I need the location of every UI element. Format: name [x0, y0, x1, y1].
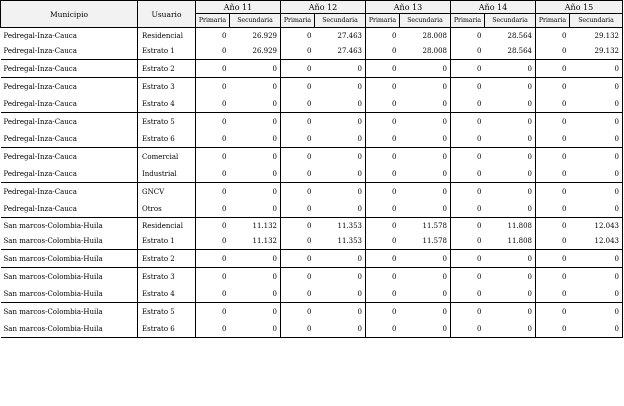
header-primaria: Primaria	[366, 14, 400, 28]
cell-secundaria: 0	[230, 320, 281, 338]
cell-secundaria: 0	[230, 113, 281, 131]
cell-primaria: 0	[307, 272, 312, 281]
cell-municipio: Pedregal-Inza-Cauca	[1, 78, 138, 96]
header-secundaria: Secundaria	[570, 14, 623, 28]
cell-primaria: 0	[536, 60, 570, 78]
cell-municipio: Pedregal-Inza-Cauca	[1, 165, 138, 183]
table-row	[1, 320, 623, 338]
cell-primaria: 0	[366, 285, 400, 303]
cell-primaria: 0	[307, 82, 312, 91]
cell-primaria: 0	[196, 95, 230, 113]
header-secundaria: Secundaria	[400, 14, 451, 28]
header-secundaria: Secundaria	[315, 14, 366, 28]
cell-primaria: 0	[451, 200, 485, 218]
cell-usuario: Residencial	[138, 28, 196, 44]
cell-secundaria: 0	[230, 303, 281, 321]
cell-usuario: Estrato 5	[138, 113, 196, 131]
cell-primaria: 0	[562, 117, 567, 126]
cell-secundaria: 0	[315, 130, 366, 148]
cell-usuario: Estrato 2	[138, 250, 196, 268]
cell-primaria: 0	[281, 320, 315, 338]
cell-primaria: 0	[366, 130, 400, 148]
cell-secundaria: 0	[570, 60, 623, 78]
cell-primaria: 0	[392, 307, 397, 316]
cell-secundaria: 0	[570, 250, 623, 268]
cell-primaria: 0	[562, 307, 567, 316]
table-row	[1, 285, 623, 303]
cell-secundaria: 0	[400, 303, 451, 321]
cell-primaria: 0	[281, 60, 315, 78]
cell-primaria: 0	[477, 117, 482, 126]
table-row	[1, 200, 623, 218]
cell-secundaria: 27.463	[315, 28, 366, 44]
cell-usuario: Estrato 4	[138, 95, 196, 113]
cell-primaria: 0	[366, 200, 400, 218]
cell-primaria: 0	[536, 285, 570, 303]
cell-primaria: 0	[196, 43, 230, 60]
cell-secundaria: 0	[315, 183, 366, 201]
cell-secundaria: 0	[230, 95, 281, 113]
cell-primaria: 0	[392, 82, 397, 91]
cell-secundaria: 0	[570, 113, 623, 131]
cell-primaria: 0	[536, 130, 570, 148]
cell-usuario: Estrato 1	[138, 43, 196, 60]
header-primaria: Primaria	[281, 14, 315, 28]
table-row	[1, 218, 623, 234]
table-row	[1, 250, 623, 268]
cell-primaria: 0	[281, 43, 315, 60]
cell-secundaria: 0	[315, 78, 366, 96]
cell-usuario: Estrato 6	[138, 320, 196, 338]
cell-primaria: 0	[307, 307, 312, 316]
cell-primaria: 0	[562, 31, 567, 40]
cell-primaria: 0	[562, 221, 567, 230]
cell-usuario: Estrato 2	[138, 60, 196, 78]
cell-primaria: 0	[307, 117, 312, 126]
cell-municipio: San marcos-Colombia-Huila	[1, 303, 138, 321]
cell-primaria: 0	[222, 187, 227, 196]
cell-secundaria: 0	[485, 130, 536, 148]
cell-secundaria: 26.929	[230, 43, 281, 60]
cell-primaria: 0	[196, 60, 230, 78]
cell-primaria: 0	[366, 95, 400, 113]
cell-secundaria: 0	[485, 78, 536, 96]
cell-secundaria: 0	[485, 95, 536, 113]
cell-usuario: Estrato 6	[138, 130, 196, 148]
cell-secundaria: 0	[400, 165, 451, 183]
header-secundaria: Secundaria	[485, 14, 536, 28]
cell-primaria: 0	[307, 221, 312, 230]
cell-primaria: 0	[196, 130, 230, 148]
cell-primaria: 0	[222, 152, 227, 161]
cell-secundaria: 0	[570, 165, 623, 183]
cell-primaria: 0	[392, 187, 397, 196]
cell-secundaria: 0	[230, 250, 281, 268]
cell-municipio: San marcos-Colombia-Huila	[1, 218, 138, 234]
cell-primaria: 0	[477, 187, 482, 196]
cell-secundaria: 0	[570, 268, 623, 286]
cell-secundaria: 29.132	[570, 43, 623, 60]
cell-primaria: 0	[307, 31, 312, 40]
cell-usuario: GNCV	[138, 183, 196, 201]
cell-primaria: 0	[196, 233, 230, 250]
cell-secundaria: 12.043	[570, 218, 623, 234]
cell-secundaria: 0	[230, 285, 281, 303]
cell-primaria: 0	[562, 187, 567, 196]
cell-secundaria: 11.808	[485, 218, 536, 234]
cell-primaria: 0	[366, 43, 400, 60]
cell-secundaria: 0	[570, 130, 623, 148]
cell-secundaria: 0	[400, 148, 451, 166]
cell-primaria: 0	[451, 250, 485, 268]
cell-primaria: 0	[451, 165, 485, 183]
table-row	[1, 268, 623, 286]
cell-secundaria: 0	[400, 268, 451, 286]
table-row	[1, 148, 623, 166]
cell-primaria: 0	[281, 130, 315, 148]
cell-primaria: 0	[281, 233, 315, 250]
cell-municipio: San marcos-Colombia-Huila	[1, 250, 138, 268]
table-row	[1, 28, 623, 44]
cell-secundaria: 0	[570, 285, 623, 303]
header-year-12: Año 12	[281, 1, 366, 14]
cell-secundaria: 0	[315, 320, 366, 338]
cell-secundaria: 0	[485, 320, 536, 338]
table-row	[1, 60, 623, 78]
cell-primaria: 0	[477, 82, 482, 91]
cell-primaria: 0	[536, 165, 570, 183]
cell-primaria: 0	[392, 117, 397, 126]
cell-secundaria: 29.132	[570, 28, 623, 44]
cell-primaria: 0	[281, 285, 315, 303]
cell-secundaria: 0	[485, 148, 536, 166]
cell-secundaria: 27.463	[315, 43, 366, 60]
cell-primaria: 0	[451, 320, 485, 338]
header-year-14: Año 14	[451, 1, 536, 14]
table-row	[1, 303, 623, 321]
cell-secundaria: 0	[400, 130, 451, 148]
table-row	[1, 233, 623, 250]
cell-primaria: 0	[536, 233, 570, 250]
cell-secundaria: 12.043	[570, 233, 623, 250]
cell-usuario: Industrial	[138, 165, 196, 183]
cell-secundaria: 11.808	[485, 233, 536, 250]
cell-secundaria: 11.132	[230, 218, 281, 234]
cell-primaria: 0	[281, 95, 315, 113]
cell-secundaria: 0	[570, 183, 623, 201]
cell-primaria: 0	[392, 272, 397, 281]
cell-primaria: 0	[281, 200, 315, 218]
cell-primaria: 0	[451, 60, 485, 78]
cell-primaria: 0	[536, 43, 570, 60]
cell-primaria: 0	[281, 250, 315, 268]
cell-secundaria: 0	[485, 200, 536, 218]
cell-secundaria: 26.929	[230, 28, 281, 44]
cell-primaria: 0	[366, 165, 400, 183]
cell-municipio: Pedregal-Inza-Cauca	[1, 60, 138, 78]
header-primaria: Primaria	[451, 14, 485, 28]
cell-primaria: 0	[222, 272, 227, 281]
cell-primaria: 0	[281, 165, 315, 183]
cell-secundaria: 0	[230, 60, 281, 78]
cell-secundaria: 0	[315, 250, 366, 268]
cell-secundaria: 11.353	[315, 233, 366, 250]
header-primaria: Primaria	[196, 14, 230, 28]
cell-primaria: 0	[477, 31, 482, 40]
cell-secundaria: 28.564	[485, 28, 536, 44]
cell-secundaria: 0	[485, 113, 536, 131]
cell-municipio: Pedregal-Inza-Cauca	[1, 28, 138, 44]
cell-secundaria: 0	[400, 78, 451, 96]
cell-primaria: 0	[562, 152, 567, 161]
cell-secundaria: 0	[485, 303, 536, 321]
cell-municipio: Pedregal-Inza-Cauca	[1, 130, 138, 148]
cell-municipio: Pedregal-Inza-Cauca	[1, 43, 138, 60]
cell-usuario: Estrato 3	[138, 78, 196, 96]
table-row	[1, 78, 623, 96]
cell-primaria: 0	[222, 307, 227, 316]
cell-municipio: Pedregal-Inza-Cauca	[1, 95, 138, 113]
cell-usuario: Estrato 1	[138, 233, 196, 250]
cell-primaria: 0	[196, 320, 230, 338]
cell-municipio: San marcos-Colombia-Huila	[1, 268, 138, 286]
cell-primaria: 0	[536, 95, 570, 113]
cell-secundaria: 0	[400, 285, 451, 303]
cell-primaria: 0	[451, 285, 485, 303]
cell-secundaria: 0	[570, 320, 623, 338]
header-usuario: Usuario	[138, 1, 196, 28]
cell-secundaria: 0	[230, 130, 281, 148]
header-primaria: Primaria	[536, 14, 570, 28]
cell-primaria: 0	[451, 130, 485, 148]
table-row	[1, 95, 623, 113]
cell-secundaria: 0	[400, 95, 451, 113]
cell-primaria: 0	[366, 250, 400, 268]
cell-secundaria: 0	[315, 95, 366, 113]
cell-municipio: San marcos-Colombia-Huila	[1, 320, 138, 338]
header-year-15: Año 15	[536, 1, 623, 14]
cell-municipio: San marcos-Colombia-Huila	[1, 233, 138, 250]
cell-primaria: 0	[477, 152, 482, 161]
cell-municipio: San marcos-Colombia-Huila	[1, 285, 138, 303]
cell-primaria: 0	[536, 250, 570, 268]
cell-secundaria: 0	[485, 60, 536, 78]
cell-primaria: 0	[366, 60, 400, 78]
cell-usuario: Estrato 3	[138, 268, 196, 286]
cell-usuario: Comercial	[138, 148, 196, 166]
cell-primaria: 0	[451, 233, 485, 250]
cell-primaria: 0	[196, 165, 230, 183]
cell-municipio: Pedregal-Inza-Cauca	[1, 200, 138, 218]
cell-primaria: 0	[451, 43, 485, 60]
cell-secundaria: 0	[400, 113, 451, 131]
cell-primaria: 0	[196, 250, 230, 268]
cell-municipio: Pedregal-Inza-Cauca	[1, 148, 138, 166]
cell-secundaria: 0	[485, 285, 536, 303]
cell-municipio: Pedregal-Inza-Cauca	[1, 113, 138, 131]
cell-secundaria: 0	[485, 250, 536, 268]
cell-secundaria: 28.008	[400, 43, 451, 60]
cell-primaria: 0	[562, 272, 567, 281]
cell-primaria: 0	[307, 152, 312, 161]
cell-primaria: 0	[477, 307, 482, 316]
cell-secundaria: 0	[315, 113, 366, 131]
cell-primaria: 0	[196, 285, 230, 303]
cell-usuario: Estrato 4	[138, 285, 196, 303]
cell-secundaria: 0	[230, 165, 281, 183]
cell-secundaria: 0	[570, 95, 623, 113]
cell-primaria: 0	[477, 272, 482, 281]
cell-secundaria: 0	[230, 148, 281, 166]
cell-secundaria: 28.564	[485, 43, 536, 60]
cell-primaria: 0	[562, 82, 567, 91]
cell-secundaria: 0	[485, 183, 536, 201]
cell-secundaria: 0	[400, 60, 451, 78]
cell-primaria: 0	[366, 320, 400, 338]
cell-secundaria: 0	[315, 60, 366, 78]
table-row	[1, 43, 623, 60]
cell-municipio: Pedregal-Inza-Cauca	[1, 183, 138, 201]
table-row	[1, 183, 623, 201]
cell-secundaria: 11.353	[315, 218, 366, 234]
cell-secundaria: 0	[485, 268, 536, 286]
table-row	[1, 130, 623, 148]
cell-secundaria: 11.578	[400, 218, 451, 234]
cell-primaria: 0	[392, 152, 397, 161]
cell-secundaria: 0	[400, 320, 451, 338]
header-year-13: Año 13	[366, 1, 451, 14]
cell-primaria: 0	[536, 320, 570, 338]
header-secundaria: Secundaria	[230, 14, 281, 28]
cell-secundaria: 28.008	[400, 28, 451, 44]
cell-secundaria: 0	[570, 148, 623, 166]
cell-primaria: 0	[196, 200, 230, 218]
cell-primaria: 0	[222, 117, 227, 126]
cell-secundaria: 0	[315, 165, 366, 183]
cell-secundaria: 0	[570, 200, 623, 218]
cell-secundaria: 0	[400, 200, 451, 218]
cell-secundaria: 0	[570, 303, 623, 321]
cell-secundaria: 0	[400, 183, 451, 201]
table-row	[1, 165, 623, 183]
cell-secundaria: 11.132	[230, 233, 281, 250]
cell-primaria: 0	[451, 95, 485, 113]
cell-primaria: 0	[222, 82, 227, 91]
cell-secundaria: 0	[570, 78, 623, 96]
cell-usuario: Estrato 5	[138, 303, 196, 321]
cell-primaria: 0	[392, 221, 397, 230]
cell-primaria: 0	[536, 200, 570, 218]
cell-secundaria: 0	[485, 165, 536, 183]
cell-secundaria: 0	[315, 148, 366, 166]
cell-secundaria: 0	[230, 78, 281, 96]
cell-primaria: 0	[222, 221, 227, 230]
cell-usuario: Otros	[138, 200, 196, 218]
cell-primaria: 0	[366, 233, 400, 250]
cell-secundaria: 0	[230, 268, 281, 286]
cell-secundaria: 0	[230, 200, 281, 218]
cell-secundaria: 0	[315, 200, 366, 218]
table-row	[1, 113, 623, 131]
cell-primaria: 0	[392, 31, 397, 40]
header-year-11: Año 11	[196, 1, 281, 14]
cell-secundaria: 0	[315, 285, 366, 303]
cell-secundaria: 0	[315, 303, 366, 321]
cell-primaria: 0	[222, 31, 227, 40]
cell-secundaria: 0	[400, 250, 451, 268]
cell-secundaria: 11.578	[400, 233, 451, 250]
header-municipio: Municipio	[1, 1, 138, 28]
cell-secundaria: 0	[315, 268, 366, 286]
cell-usuario: Residencial	[138, 218, 196, 234]
cell-primaria: 0	[307, 187, 312, 196]
cell-secundaria: 0	[230, 183, 281, 201]
cell-primaria: 0	[477, 221, 482, 230]
